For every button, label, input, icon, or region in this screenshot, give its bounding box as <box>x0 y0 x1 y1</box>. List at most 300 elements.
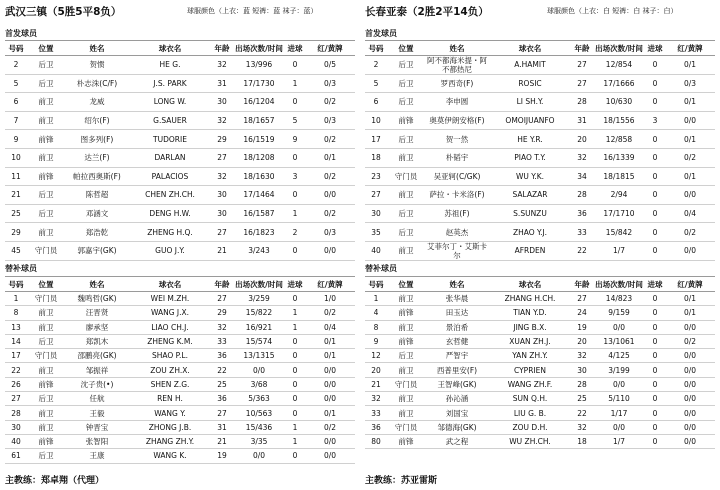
column-header-age: 年龄 <box>214 279 230 289</box>
kit-colors: 球服颜色（上衣：蓝 短裤：蓝 袜子：蓝） <box>187 7 318 15</box>
player-name: 武之程 <box>445 437 469 447</box>
player-cards: 0/0 <box>683 322 697 332</box>
player-number: 20 <box>371 365 381 375</box>
player-shirt-name: WU ZH.CH. <box>509 437 551 447</box>
player-goals: 0 <box>652 246 658 256</box>
player-position: 前卫 <box>38 308 54 318</box>
player-goals: 0 <box>652 294 658 304</box>
player-name: 贺一然 <box>445 134 469 144</box>
player-position: 前锋 <box>398 116 414 126</box>
player-position: 守门员 <box>394 422 418 432</box>
player-position: 前锋 <box>398 308 414 318</box>
player-shirt-name: LONG W. <box>153 97 187 107</box>
column-header-goals: 进球 <box>647 279 663 289</box>
player-appearances: 0/0 <box>252 451 266 461</box>
player-appearances: 17/1710 <box>603 209 635 219</box>
player-age: 20 <box>577 337 587 347</box>
player-goals: 2 <box>292 227 298 237</box>
player-position: 守门员 <box>34 351 58 361</box>
column-header-number: 号码 <box>368 279 384 289</box>
column-header-goals: 进球 <box>287 43 303 53</box>
player-shirt-name: ROSIC <box>518 78 542 88</box>
player-age: 27 <box>217 227 227 237</box>
player-number: 26 <box>11 379 21 389</box>
player-number: 10 <box>11 153 21 163</box>
player-number: 11 <box>11 171 21 181</box>
player-cards: 0/2 <box>323 308 337 318</box>
player-shirt-name: XUAN ZH.J. <box>509 337 551 347</box>
player-position: 守门员 <box>394 379 418 389</box>
player-age: 24 <box>577 308 587 318</box>
kit-colors: 球服颜色（上衣：白 短裤：白 袜子：白） <box>547 7 678 15</box>
player-age: 36 <box>577 209 587 219</box>
player-goals: 0 <box>652 337 658 347</box>
player-cards: 0/0 <box>683 437 697 447</box>
player-goals: 0 <box>292 97 298 107</box>
player-age: 29 <box>217 308 227 318</box>
column-header-age: 年龄 <box>574 279 590 289</box>
player-cards: 0/1 <box>683 308 697 318</box>
player-name: 沈子贵(•) <box>80 379 114 389</box>
player-name: 郭嘉宇(GK) <box>77 246 117 256</box>
player-shirt-name: LIU G. B. <box>513 408 547 418</box>
player-shirt-name: PALACIOS <box>151 171 189 181</box>
player-appearances: 17/1464 <box>243 190 275 200</box>
player-row <box>365 75 715 94</box>
player-cards: 0/0 <box>683 422 697 432</box>
column-header-shirt-name: 球衣名 <box>518 43 542 53</box>
player-goals: 0 <box>652 408 658 418</box>
player-age: 22 <box>217 365 227 375</box>
player-appearances: 1/7 <box>612 437 626 447</box>
player-appearances: 18/1815 <box>603 171 635 181</box>
player-name: 吴亚轲(C/GK) <box>433 171 481 181</box>
player-name: 景泊希 <box>445 322 469 332</box>
column-header-goals: 进球 <box>647 43 663 53</box>
player-age: 30 <box>217 190 227 200</box>
player-appearances: 2/94 <box>610 190 628 200</box>
column-header-age: 年龄 <box>214 43 230 53</box>
player-age: 19 <box>577 322 587 332</box>
player-appearances: 15/436 <box>245 422 273 432</box>
player-number: 8 <box>373 322 379 332</box>
player-goals: 0 <box>292 351 298 361</box>
player-row <box>5 56 355 75</box>
player-goals: 0 <box>652 97 658 107</box>
player-cards: 0/0 <box>323 394 337 404</box>
player-appearances: 16/1204 <box>243 97 275 107</box>
player-row <box>5 349 355 363</box>
player-appearances: 12/858 <box>605 134 633 144</box>
player-name: 陈哲超 <box>85 190 109 200</box>
column-header-number: 号码 <box>8 43 24 53</box>
player-number: 29 <box>11 227 21 237</box>
starters-table <box>365 40 715 261</box>
player-cards: 0/2 <box>683 337 697 347</box>
player-age: 36 <box>217 394 227 404</box>
player-position: 前卫 <box>398 153 414 163</box>
column-header-shirt-name: 球衣名 <box>158 43 182 53</box>
player-number: 10 <box>371 116 381 126</box>
player-cards: 0/4 <box>683 209 697 219</box>
player-number: 17 <box>11 351 21 361</box>
player-age: 33 <box>577 227 587 237</box>
player-goals: 0 <box>292 394 298 404</box>
player-number: 2 <box>373 60 379 70</box>
player-shirt-name: ZOU D.H. <box>512 422 548 432</box>
player-shirt-name: ZHENG K.M. <box>147 337 193 347</box>
player-row <box>5 292 355 306</box>
player-appearances: 3/199 <box>608 365 630 375</box>
player-appearances: 3/68 <box>250 379 268 389</box>
player-cards: 0/1 <box>683 134 697 144</box>
player-shirt-name: ZHENG H.Q. <box>147 227 193 237</box>
column-header-cards: 红/黄牌 <box>317 43 343 53</box>
player-appearances: 16/1339 <box>603 153 635 163</box>
player-position: 后卫 <box>38 209 54 219</box>
player-number: 13 <box>11 322 21 332</box>
player-shirt-name: LIAO CH.J. <box>151 322 189 332</box>
player-goals: 0 <box>292 408 298 418</box>
player-row <box>5 363 355 377</box>
player-age: 32 <box>217 60 227 70</box>
player-row <box>365 363 715 377</box>
head-coach-label: 主教练： <box>365 476 402 486</box>
player-goals: 0 <box>292 190 298 200</box>
player-row <box>5 205 355 224</box>
player-goals: 1 <box>292 308 298 318</box>
player-goals: 9 <box>292 134 298 144</box>
column-header-position: 位置 <box>398 43 414 53</box>
player-name: 王康 <box>89 451 105 461</box>
player-position: 后卫 <box>38 78 54 88</box>
player-appearances: 10/563 <box>245 408 273 418</box>
player-cards: 0/2 <box>323 171 337 181</box>
player-name: 苏祖(F) <box>444 209 470 219</box>
player-number: 12 <box>371 351 381 361</box>
player-appearances: 4/125 <box>608 351 630 361</box>
player-cards: 1/0 <box>323 294 337 304</box>
head-coach-label: 主教练： <box>5 476 42 486</box>
player-cards: 0/2 <box>683 227 697 237</box>
player-row <box>365 292 715 306</box>
player-goals: 5 <box>292 116 298 126</box>
column-header-appearances: 出场次数/时间 <box>595 43 643 53</box>
player-goals: 0 <box>652 365 658 375</box>
player-row <box>5 93 355 112</box>
player-goals: 3 <box>292 171 298 181</box>
player-cards: 0/2 <box>323 209 337 219</box>
player-position: 前卫 <box>38 153 54 163</box>
player-name: 张智阳 <box>85 437 109 447</box>
player-goals: 0 <box>652 379 658 389</box>
player-age: 22 <box>577 408 587 418</box>
player-name: 达兰(F) <box>84 153 110 163</box>
player-name: 郑浩乾 <box>85 227 109 237</box>
player-row <box>5 406 355 420</box>
head-coach <box>5 473 104 486</box>
player-shirt-name: JING B.X. <box>513 322 547 332</box>
player-row <box>5 449 355 463</box>
column-header-name: 姓名 <box>89 279 105 289</box>
player-number: 9 <box>373 337 379 347</box>
player-shirt-name: HE G. <box>159 60 181 70</box>
player-row <box>5 112 355 131</box>
player-appearances: 10/630 <box>605 97 633 107</box>
player-position: 前卫 <box>398 394 414 404</box>
player-row <box>5 186 355 205</box>
player-position: 前卫 <box>398 365 414 375</box>
player-position: 后卫 <box>398 97 414 107</box>
player-cards: 0/2 <box>323 134 337 144</box>
player-name: 任航 <box>89 394 105 404</box>
player-number: 1 <box>13 294 19 304</box>
player-row <box>5 392 355 406</box>
player-position: 前锋 <box>398 337 414 347</box>
subs-section-label: 替补球员 <box>365 264 397 273</box>
player-number: 30 <box>371 209 381 219</box>
player-age: 19 <box>217 451 227 461</box>
player-cards: 0/0 <box>683 351 697 361</box>
player-cards: 0/0 <box>323 451 337 461</box>
starters-header-row <box>365 40 715 56</box>
column-header-name: 姓名 <box>449 279 465 289</box>
player-shirt-name: ZHANG ZH.Y. <box>145 437 195 447</box>
player-cards: 0/5 <box>323 60 337 70</box>
player-cards: 0/0 <box>323 437 337 447</box>
player-number: 5 <box>13 78 19 88</box>
player-number: 21 <box>371 379 381 389</box>
player-shirt-name: SHEN Z.G. <box>150 379 190 389</box>
player-shirt-name: ZHONG J.B. <box>148 422 192 432</box>
player-row <box>365 149 715 168</box>
player-name: 奥莫伊朗安格(F) <box>429 116 485 126</box>
player-age: 36 <box>217 351 227 361</box>
player-cards: 0/1 <box>323 337 337 347</box>
player-position: 前卫 <box>38 97 54 107</box>
subs-header-row <box>5 276 355 292</box>
player-shirt-name: HE Y.R. <box>517 134 543 144</box>
player-goals: 0 <box>292 365 298 375</box>
player-appearances: 18/1630 <box>243 171 275 181</box>
player-row <box>5 306 355 320</box>
player-name: 西普里安(F) <box>436 365 478 375</box>
player-position: 前卫 <box>38 408 54 418</box>
player-appearances: 16/1519 <box>243 134 275 144</box>
column-header-position: 位置 <box>398 279 414 289</box>
player-age: 27 <box>217 153 227 163</box>
player-appearances: 15/842 <box>605 227 633 237</box>
player-position: 后卫 <box>398 227 414 237</box>
player-appearances: 17/1666 <box>603 78 635 88</box>
player-age: 27 <box>217 408 227 418</box>
player-age: 34 <box>577 171 587 181</box>
player-goals: 0 <box>292 451 298 461</box>
player-cards: 0/3 <box>323 116 337 126</box>
column-header-cards: 红/黄牌 <box>317 279 343 289</box>
player-row <box>365 406 715 420</box>
player-number: 36 <box>371 422 381 432</box>
player-cards: 0/1 <box>683 60 697 70</box>
player-cards: 0/0 <box>683 408 697 418</box>
player-goals: 0 <box>652 322 658 332</box>
player-name: 玄哲健 <box>445 337 469 347</box>
player-row <box>365 168 715 187</box>
player-name: 李申圆 <box>445 97 469 107</box>
player-name: 王智峰(GK) <box>437 379 477 389</box>
player-cards: 0/2 <box>323 422 337 432</box>
subs-section-label: 替补球员 <box>5 264 37 273</box>
player-position: 前锋 <box>38 437 54 447</box>
player-goals: 0 <box>652 190 658 200</box>
player-appearances: 12/854 <box>605 60 633 70</box>
player-age: 27 <box>577 78 587 88</box>
column-header-name: 姓名 <box>449 43 465 53</box>
head-coach-name: 苏亚雷斯 <box>401 476 438 486</box>
player-goals: 1 <box>292 209 298 219</box>
player-position: 前卫 <box>398 190 414 200</box>
player-shirt-name: ZHAO Y.J. <box>512 227 548 237</box>
player-appearances: 1/17 <box>610 408 628 418</box>
player-cards: 0/2 <box>323 97 337 107</box>
player-name: 龙威 <box>89 97 105 107</box>
player-age: 28 <box>577 190 587 200</box>
player-cards: 0/1 <box>683 171 697 181</box>
player-position: 前卫 <box>38 116 54 126</box>
player-name: 廖承坚 <box>85 322 109 332</box>
player-number: 7 <box>13 116 19 126</box>
player-appearances: 16/1587 <box>243 209 275 219</box>
player-row <box>365 112 715 131</box>
player-name: 阿不都海米提・阿不都热尼 <box>427 56 487 74</box>
player-appearances: 13/1315 <box>243 351 275 361</box>
player-appearances: 16/921 <box>245 322 273 332</box>
player-goals: 0 <box>292 60 298 70</box>
player-number: 33 <box>371 408 381 418</box>
player-age: 27 <box>217 294 227 304</box>
player-number: 2 <box>13 60 19 70</box>
player-number: 61 <box>11 451 21 461</box>
player-position: 后卫 <box>38 190 54 200</box>
player-number: 25 <box>11 209 21 219</box>
player-position: 前锋 <box>38 171 54 181</box>
player-goals: 0 <box>652 78 658 88</box>
player-age: 22 <box>577 246 587 256</box>
player-position: 后卫 <box>398 134 414 144</box>
player-row <box>5 168 355 187</box>
player-age: 31 <box>577 116 587 126</box>
player-row <box>5 321 355 335</box>
player-appearances: 18/1657 <box>243 116 275 126</box>
player-position: 前卫 <box>38 365 54 375</box>
player-shirt-name: WEI M.ZH. <box>150 294 190 304</box>
player-age: 33 <box>217 337 227 347</box>
player-shirt-name: WANG Y. <box>154 408 186 418</box>
player-position: 守门员 <box>394 171 418 181</box>
starters-section-label: 首发球员 <box>5 29 37 38</box>
starters-header-row <box>5 40 355 56</box>
column-header-appearances: 出场次数/时间 <box>595 279 643 289</box>
player-cards: 0/3 <box>683 78 697 88</box>
column-header-appearances: 出场次数/时间 <box>235 43 283 53</box>
player-cards: 0/0 <box>683 394 697 404</box>
player-goals: 0 <box>652 153 658 163</box>
player-position: 前卫 <box>398 322 414 332</box>
player-name: 邵鹏亮(GK) <box>77 351 117 361</box>
player-appearances: 13/1061 <box>603 337 635 347</box>
player-age: 32 <box>217 116 227 126</box>
player-position: 后卫 <box>398 209 414 219</box>
player-number: 14 <box>11 337 21 347</box>
player-row <box>365 223 715 242</box>
player-appearances: 0/0 <box>612 422 626 432</box>
player-shirt-name: ZOU ZH.X. <box>150 365 190 375</box>
player-position: 后卫 <box>38 337 54 347</box>
player-shirt-name: SALAZAR <box>512 190 548 200</box>
player-goals: 0 <box>652 171 658 181</box>
player-row <box>365 321 715 335</box>
player-goals: 1 <box>292 322 298 332</box>
player-row <box>365 130 715 149</box>
player-cards: 0/0 <box>323 379 337 389</box>
player-cards: 0/0 <box>323 190 337 200</box>
player-age: 32 <box>217 171 227 181</box>
player-name: 邓涵文 <box>85 209 109 219</box>
player-age: 27 <box>577 294 587 304</box>
player-row <box>365 435 715 449</box>
player-age: 25 <box>217 379 227 389</box>
player-age: 32 <box>577 351 587 361</box>
player-number: 30 <box>11 422 21 432</box>
team-header <box>5 4 355 20</box>
player-age: 25 <box>577 394 587 404</box>
player-appearances: 13/996 <box>245 60 273 70</box>
player-age: 31 <box>217 78 227 88</box>
player-number: 23 <box>371 171 381 181</box>
player-cards: 0/1 <box>323 351 337 361</box>
player-shirt-name: AFRDEN <box>514 246 546 256</box>
player-row <box>365 378 715 392</box>
player-cards: 0/0 <box>683 379 697 389</box>
player-number: 32 <box>371 394 381 404</box>
player-appearances: 15/822 <box>245 308 273 318</box>
column-header-age: 年龄 <box>574 43 590 53</box>
player-name: 邹德海(GK) <box>437 422 477 432</box>
player-cards: 0/0 <box>323 365 337 375</box>
player-name: 孙沁涵 <box>445 394 469 404</box>
player-position: 前卫 <box>398 294 414 304</box>
player-position: 守门员 <box>34 294 58 304</box>
player-shirt-name: ZHANG H.CH. <box>504 294 556 304</box>
player-number: 22 <box>11 365 21 375</box>
player-shirt-name: WANG J.X. <box>150 308 190 318</box>
player-number: 27 <box>371 190 381 200</box>
player-appearances: 3/35 <box>250 437 268 447</box>
player-goals: 0 <box>652 351 658 361</box>
player-shirt-name: SUN Q.H. <box>512 394 548 404</box>
player-cards: 0/3 <box>323 227 337 237</box>
player-shirt-name: LI SH.Y. <box>516 97 544 107</box>
player-goals: 0 <box>292 153 298 163</box>
player-shirt-name: PIAO T.Y. <box>514 153 546 163</box>
player-shirt-name: WU Y.K. <box>515 171 545 181</box>
player-goals: 0 <box>292 337 298 347</box>
player-row <box>365 392 715 406</box>
player-shirt-name: CHEN ZH.CH. <box>145 190 195 200</box>
column-header-shirt-name: 球衣名 <box>518 279 542 289</box>
player-age: 31 <box>217 422 227 432</box>
column-header-goals: 进球 <box>287 279 303 289</box>
